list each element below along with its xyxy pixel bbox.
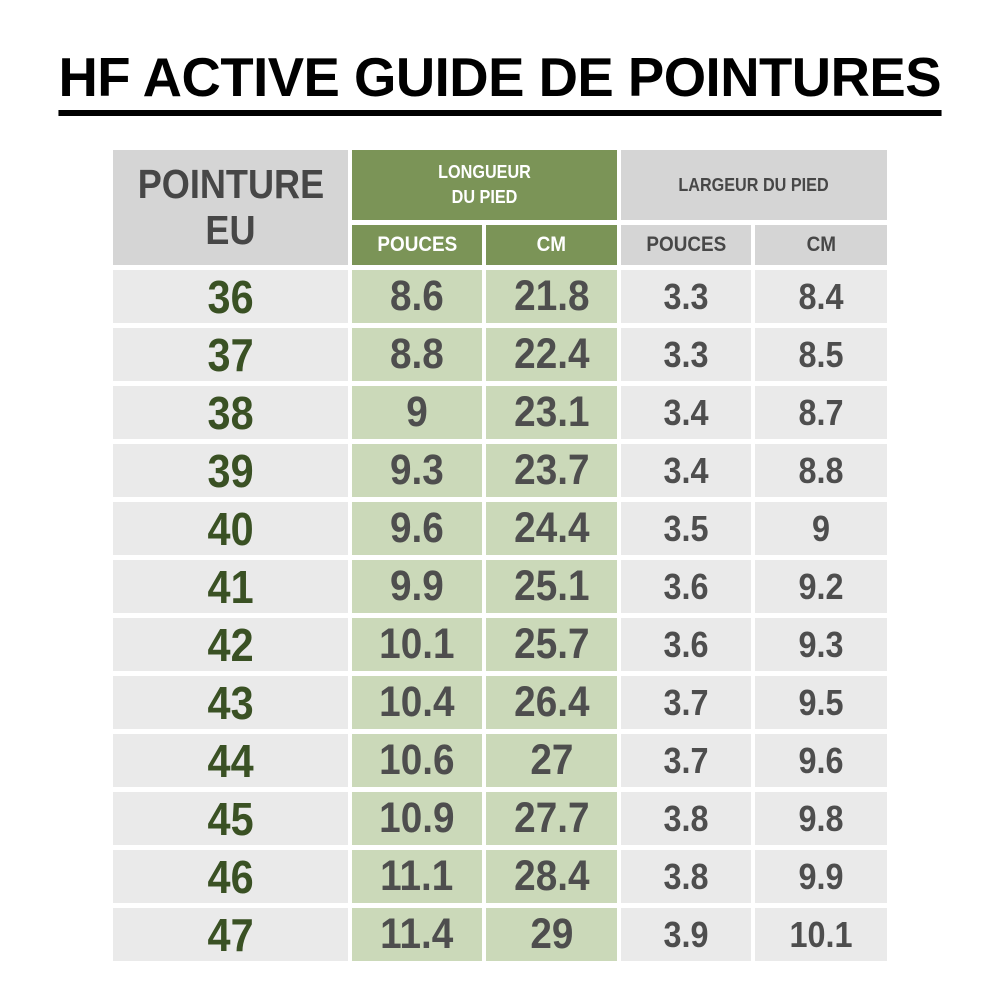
length-cm-cell: 24.4 (486, 502, 617, 555)
length-cm-cell: 22.4 (486, 328, 617, 381)
length-cm-cell: 29 (486, 908, 617, 961)
length-cm-cell: 26.4 (486, 676, 617, 729)
page-title: HF ACTIVE GUIDE DE POINTURES (59, 50, 942, 116)
eu-size-cell: 47 (113, 908, 348, 961)
eu-size-cell: 45 (113, 792, 348, 845)
width-pouces-cell: 3.7 (621, 734, 751, 787)
length-cm-cell: 27.7 (486, 792, 617, 845)
header-largeur-du-pied: LARGEUR DU PIED (621, 150, 887, 220)
size-table (113, 150, 887, 961)
width-pouces-cell: 3.8 (621, 850, 751, 903)
length-cm-cell: 27 (486, 734, 617, 787)
width-pouces-cell: 3.3 (621, 270, 751, 323)
width-pouces-cell: 3.5 (621, 502, 751, 555)
eu-size-cell: 37 (113, 328, 348, 381)
subheader-longueur-pouces: POUCES (352, 225, 482, 265)
eu-size-cell: 41 (113, 560, 348, 613)
length-cm-cell: 25.7 (486, 618, 617, 671)
length-cm-cell: 23.7 (486, 444, 617, 497)
width-pouces-cell: 3.6 (621, 618, 751, 671)
subheader-largeur-cm: CM (755, 225, 887, 265)
width-cm-cell: 9.6 (755, 734, 887, 787)
length-cm-cell: 28.4 (486, 850, 617, 903)
length-pouces-cell: 9.9 (352, 560, 482, 613)
eu-size-cell: 43 (113, 676, 348, 729)
width-cm-cell: 9.5 (755, 676, 887, 729)
eu-size-cell: 40 (113, 502, 348, 555)
length-pouces-cell: 9 (352, 386, 482, 439)
width-pouces-cell: 3.3 (621, 328, 751, 381)
width-cm-cell: 8.5 (755, 328, 887, 381)
header-pointure-line2: EU (205, 206, 256, 253)
length-pouces-cell: 11.4 (352, 908, 482, 961)
width-cm-cell: 9.2 (755, 560, 887, 613)
eu-size-cell: 36 (113, 270, 348, 323)
length-pouces-cell: 11.1 (352, 850, 482, 903)
length-pouces-cell: 8.6 (352, 270, 482, 323)
subheader-longueur-cm: CM (486, 225, 617, 265)
eu-size-cell: 44 (113, 734, 348, 787)
width-cm-cell: 9 (755, 502, 887, 555)
header-longueur-du-pied (352, 150, 617, 220)
eu-size-cell: 39 (113, 444, 348, 497)
title-wrap (0, 0, 1000, 116)
length-pouces-cell: 8.8 (352, 328, 482, 381)
width-cm-cell: 8.4 (755, 270, 887, 323)
width-pouces-cell: 3.6 (621, 560, 751, 613)
width-pouces-cell: 3.7 (621, 676, 751, 729)
header-longueur-line2: DU PIED (451, 187, 518, 207)
eu-size-cell: 42 (113, 618, 348, 671)
width-cm-cell: 8.8 (755, 444, 887, 497)
header-pointure-eu (113, 150, 348, 265)
header-pointure-line1: POINTURE (137, 160, 324, 207)
header-longueur-line1: LONGUEUR (438, 161, 531, 182)
width-pouces-cell: 3.4 (621, 444, 751, 497)
width-cm-cell: 9.8 (755, 792, 887, 845)
subheader-largeur-pouces: POUCES (621, 225, 751, 265)
length-pouces-cell: 10.9 (352, 792, 482, 845)
eu-size-cell: 46 (113, 850, 348, 903)
width-pouces-cell: 3.4 (621, 386, 751, 439)
length-pouces-cell: 10.1 (352, 618, 482, 671)
length-pouces-cell: 10.4 (352, 676, 482, 729)
length-cm-cell: 21.8 (486, 270, 617, 323)
length-cm-cell: 23.1 (486, 386, 617, 439)
width-pouces-cell: 3.9 (621, 908, 751, 961)
length-pouces-cell: 9.3 (352, 444, 482, 497)
width-cm-cell: 10.1 (755, 908, 887, 961)
eu-size-cell: 38 (113, 386, 348, 439)
length-pouces-cell: 10.6 (352, 734, 482, 787)
width-cm-cell: 8.7 (755, 386, 887, 439)
length-pouces-cell: 9.6 (352, 502, 482, 555)
width-pouces-cell: 3.8 (621, 792, 751, 845)
length-cm-cell: 25.1 (486, 560, 617, 613)
width-cm-cell: 9.3 (755, 618, 887, 671)
width-cm-cell: 9.9 (755, 850, 887, 903)
